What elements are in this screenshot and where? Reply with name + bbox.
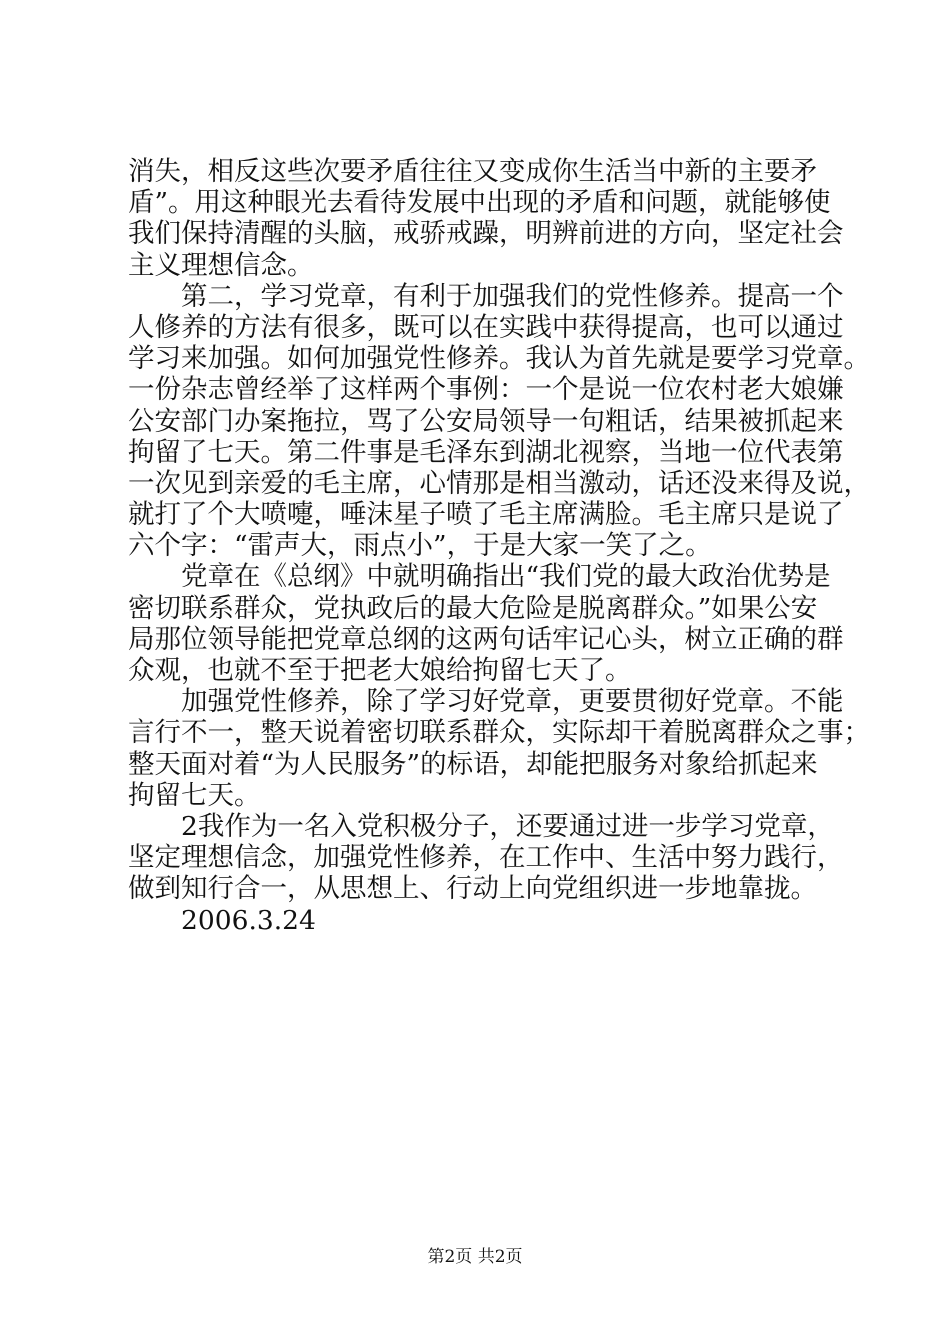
- text-line: 一份杂志曾经举了这样两个事例：一个是说一位农村老大娘嫌: [128, 374, 844, 406]
- paragraph-start-line: 第二，学习党章，有利于加强我们的党性修养。提高一个: [181, 280, 844, 312]
- text-line: 整天面对着“为人民服务”的标语，却能把服务对象给抓起来: [128, 748, 818, 780]
- text-line: 做到知行合一，从思想上、行动上向党组织进一步地靠拢。: [128, 873, 817, 905]
- text-line: 一次见到亲爱的毛主席，心情那是相当激动，话还没来得及说，: [128, 467, 870, 499]
- text-line: 就打了个大喷嚏，唾沫星子喷了毛主席满脸。毛主席只是说了: [128, 499, 844, 531]
- text-line: 消失，相反这些次要矛盾往往又变成你生活当中新的主要矛: [128, 156, 817, 187]
- text-line: 局那位领导能把党章总纲的这两句话牢记心头，树立正确的群: [128, 623, 844, 655]
- text-line: 拘留了七天。第二件事是毛泽东到湖北视察，当地一位代表第: [128, 436, 844, 468]
- text-line: 六个字：“雷声大，雨点小”，于是大家一笑了之。: [128, 530, 712, 562]
- text-line: 盾”。用这种眼光去看待发展中出现的矛盾和问题，就能够使: [128, 187, 831, 219]
- text-line: 学习来加强。如何加强党性修养。我认为首先就是要学习党章。: [128, 343, 870, 375]
- document-body: [128, 156, 870, 936]
- paragraph-start-line: 党章在《总纲》中就明确指出“我们党的最大政治优势是: [181, 561, 831, 593]
- text-line: 众观，也就不至于把老大娘给拘留七天了。: [128, 655, 632, 686]
- text-line: 人修养的方法有很多，既可以在实践中获得提高，也可以通过: [128, 311, 844, 343]
- text-line: 我们保持清醒的头脑，戒骄戒躁，明辨前进的方向，坚定社会: [128, 218, 844, 250]
- text-line: 公安部门办案拖拉，骂了公安局领导一句粗话，结果被抓起来: [128, 405, 844, 437]
- text-line: 坚定理想信念，加强党性修养，在工作中、生活中努力践行，: [128, 842, 844, 874]
- page-footer: [0, 1246, 950, 1268]
- text-line: 主义理想信念。: [128, 249, 314, 281]
- text-line: 言行不一，整天说着密切联系群众，实际却干着脱离群众之事；: [128, 717, 870, 749]
- text-line: 密切联系群众，党执政后的最大危险是脱离群众。”如果公安: [128, 592, 818, 624]
- paragraph-start-line: 2我作为一名入党积极分子，还要通过进一步学习党章，: [181, 810, 834, 842]
- text-line: 拘留七天。: [128, 779, 261, 811]
- page-number-label: 第2页 共2页: [427, 1247, 523, 1267]
- paragraph-start-line: 加强党性修养，除了学习好党章，更要贯彻好党章。不能: [181, 686, 844, 718]
- date-line: 2006.3.24: [181, 904, 316, 936]
